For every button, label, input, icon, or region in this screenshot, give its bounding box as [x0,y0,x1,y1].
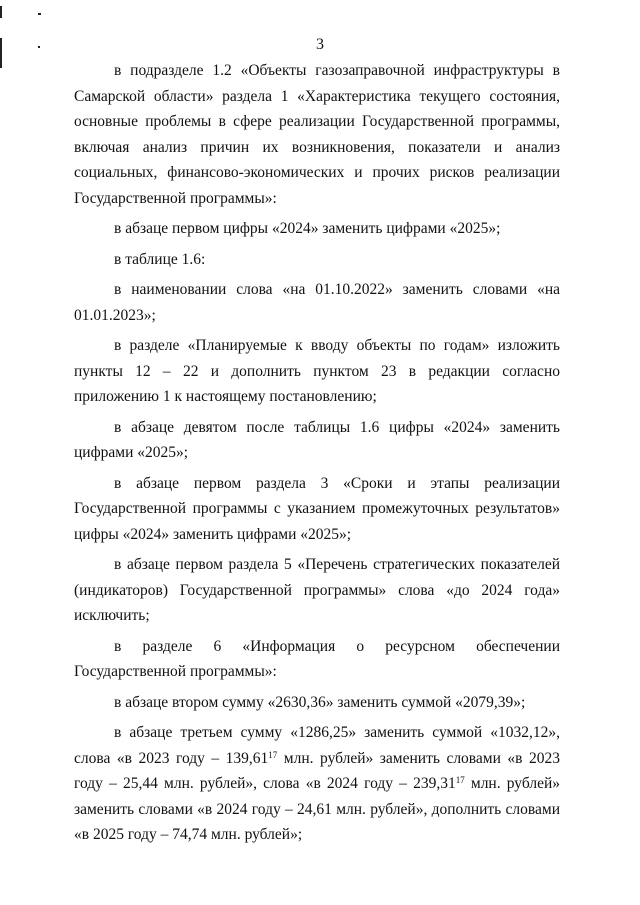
paragraph-text: млн. рублей» заменить словами «в 2024 году – 24,61 млн. рублей», дополнить словами «в 2025 году – 74,74 млн. рублей»; [74,775,561,843]
paragraph-with-footnotes [74,720,560,848]
paragraph: в абзаце первом цифры «2024» заменить цифрами «2025»; [114,220,501,237]
paragraph: в разделе «Планируемые к вводу объекты по годам» изложить пункты 12 – 22 и дополнить пунктом 23 в редакции согласно приложению 1 к настоящему постановлению; [74,337,560,405]
page-number: 3 [316,36,324,53]
paragraph: в разделе 6 «Информация о ресурсном обеспечении Государственной программы»: [74,637,560,680]
paragraph: в таблице 1.6: [114,250,206,268]
scan-dust-mark [38,13,41,15]
paragraph: в наименовании слова «на 01.10.2022» заменить словами «на 01.01.2023»; [74,281,560,324]
paragraph-text: млн. рублей» заменить словами «в 2023 году – 25,44 млн. рублей», слова «в 2024 году – 239,31 [74,749,561,792]
paragraph: в абзаце первом раздела 3 «Сроки и этапы реализации Государственной программы с указанием промежуточных результатов» цифры «2024» заменить цифрами «2025»; [74,474,560,543]
scan-edge-mark [0,6,2,18]
paragraph: в абзаце втором сумму «2630,36» заменить суммой «2079,39»; [114,693,526,711]
footnote-marker: 17 [455,775,465,785]
paragraph: в подразделе 1.2 «Объекты газозаправочной инфраструктуры в Самарской области» раздела 1 «Характеристика текущего состояния, основные проблемы в сфере реализации Государственной программы, включая анализ причин их возникновения, показатели и анализ социальных, финансово-экономических и прочих рисков реализации Государственной программы»: [74,62,560,207]
paragraph: в абзаце первом раздела 5 «Перечень стратегических показателей (индикаторов) Государственной программы» слова «до 2024 года» исключить; [74,556,560,624]
footnote-marker: 17 [268,749,278,760]
document-body [74,58,560,853]
paragraph-text: в абзаце третьем сумму «1286,25» заменить суммой «1032,12», слова «в 2023 году – 139,61 [74,724,560,767]
paragraph: в абзаце девятом после таблицы 1.6 цифры «2024» заменить цифрами «2025»; [74,418,560,461]
